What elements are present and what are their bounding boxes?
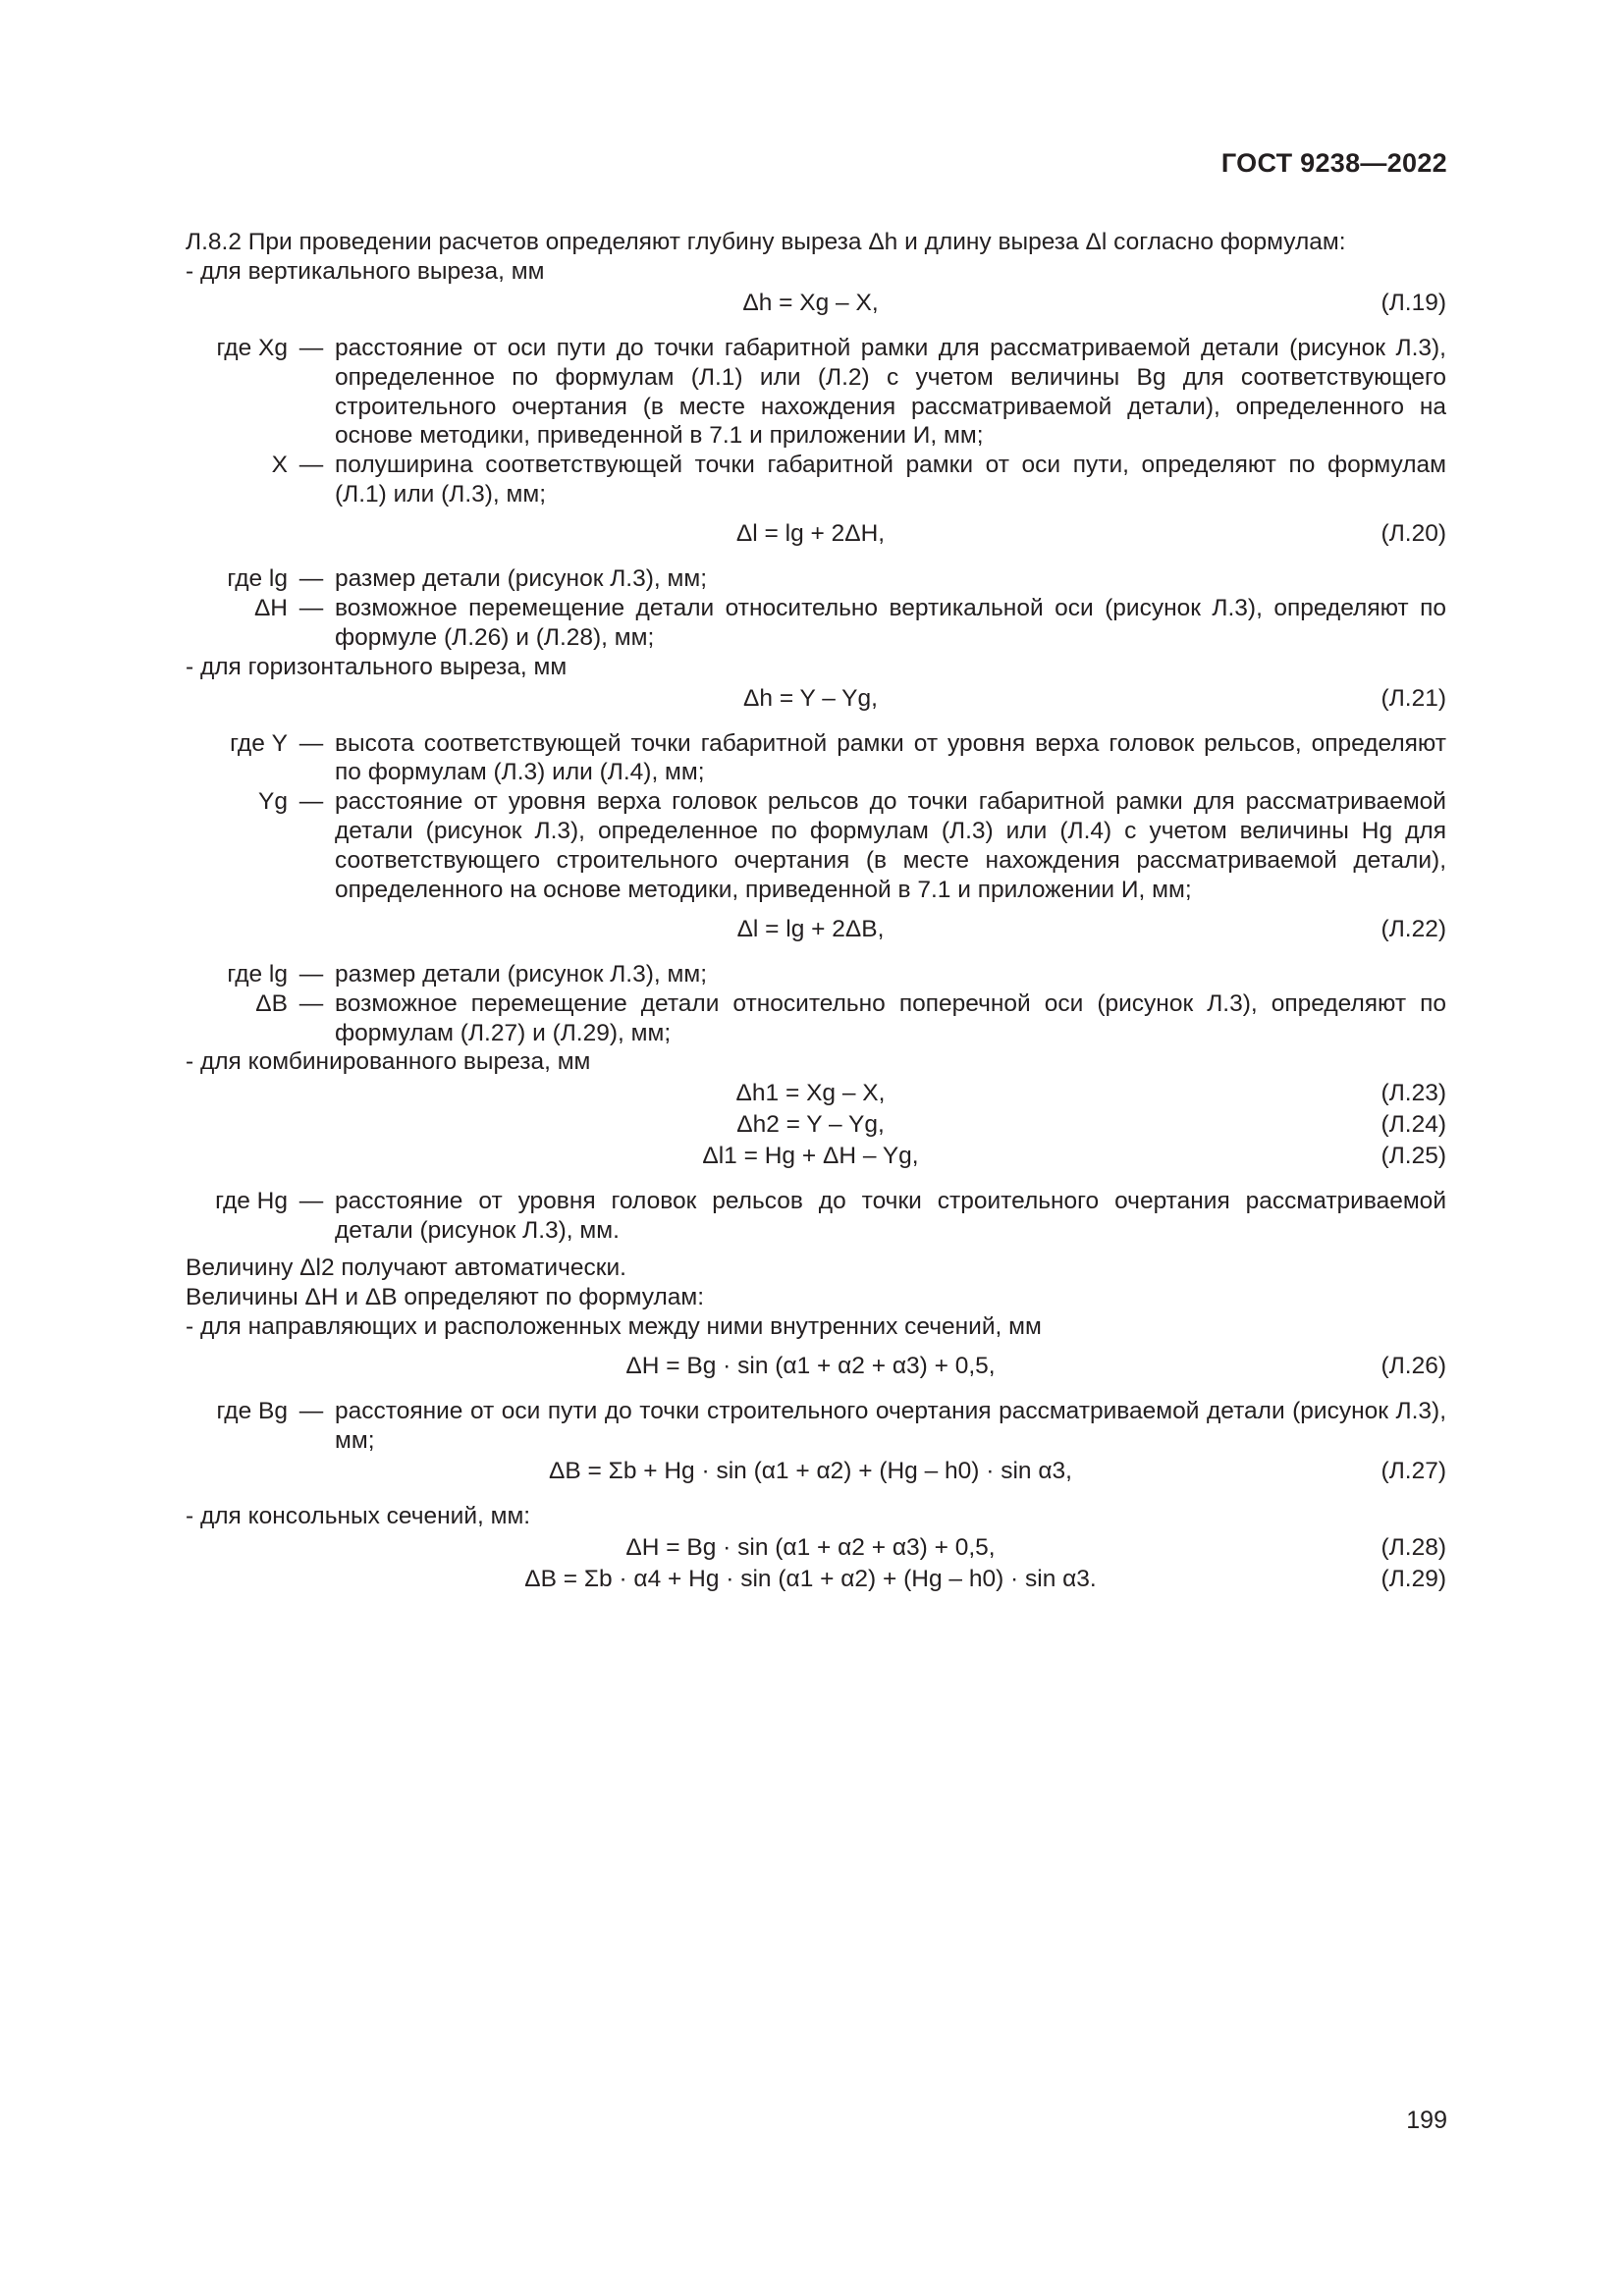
page-content (116, 228, 1446, 1596)
definition-xg: где Xg — расстояние от оси пути до точки габаритной рамки для рассматриваемой детали (рисунок Л.3), определенное по формулам (Л.1) или (Л.2) с учетом величины Bg для соответствующего строительного очертания (в месте нахождения рассматриваемой детали), определенного на основе методики, приведенной в 7.1 и приложении И, мм; (116, 334, 1446, 452)
definition-yg: Yg — расстояние от уровня верха головок рельсов до точки габаритной рамки для рассматриваемой детали (рисунок Л.3), определенное по формулам (Л.3) или (Л.4) с учетом величины Hg для соответствующего строительного очертания (в месте нахождения рассматриваемой детали), определенного на основе методики, приведенной в 7.1 и приложении И, мм; (116, 787, 1446, 905)
definition-delta-b: ΔB — возможное перемещение детали относительно поперечной оси (рисунок Л.3), определяют по формулам (Л.27) и (Л.29), мм; (116, 989, 1446, 1048)
formula-number: (Л.22) (1380, 915, 1446, 942)
definition-text: возможное перемещение детали относительно поперечной оси (рисунок Л.3), определяют по формулам (Л.27) и (Л.29), мм; (335, 989, 1446, 1046)
formula-expression: Δh2 = Y – Yg, (736, 1111, 885, 1139)
page-number: 199 (1406, 2107, 1447, 2134)
definition-term: X (271, 452, 288, 479)
definition-term: где Bg (216, 1397, 288, 1424)
definition-text: расстояние от уровня верха головок рельсов до точки габаритной рамки для рассматриваемой детали (рисунок Л.3), определенное по формулам (Л.3) или (Л.4) с учетом величины Hg для соответствующего строительного очертания (в месте нахождения рассматриваемой детали), определенного на основе методики, приведенной в 7.1 и приложении И, мм; (335, 788, 1446, 903)
formula-number: (Л.23) (1380, 1080, 1446, 1107)
formula-number: (Л.20) (1380, 520, 1446, 547)
definition-text: полуширина соответствующей точки габаритной рамки от оси пути, определяют по формулам (Л.1) или (Л.3), мм; (335, 452, 1446, 508)
definition-text: расстояние от оси пути до точки габаритной рамки для рассматриваемой детали (рисунок Л.3), определенное по формулам (Л.1) или (Л.2) с учетом величины Bg для соответствующего строительного очертания (в месте нахождения рассматриваемой детали), определенного на основе методики, приведенной в 7.1 и приложении И, мм; (335, 334, 1446, 450)
vertical-cut-label: - для вертикального выреза, мм (186, 257, 545, 285)
guide-sections-label: - для направляющих и расположенных между ними внутренних сечений, мм (186, 1312, 1042, 1340)
definition-text: расстояние от оси пути до точки строительного очертания рассматриваемой детали (рисунок Л.3), мм; (335, 1397, 1446, 1454)
note-delta-l2: Величину Δl2 получают автоматически. (186, 1255, 626, 1281)
formula-expression: Δh1 = Xg – X, (735, 1080, 886, 1107)
definition-text: размер детали (рисунок Л.3), мм; (335, 960, 708, 988)
formula-l26 (116, 1352, 1446, 1381)
formula-number: (Л.25) (1380, 1143, 1446, 1170)
formula-expression: ΔH = Bg · sin (α1 + α2 + α3) + 0,5, (625, 1534, 996, 1562)
definition-term: где lg (227, 565, 288, 592)
definition-term: где lg (227, 960, 288, 988)
formula-l29 (116, 1565, 1446, 1594)
standard-header: ГОСТ 9238—2022 (1220, 148, 1447, 178)
definition-term: где Y (230, 729, 288, 757)
formula-number: (Л.24) (1380, 1111, 1446, 1139)
definition-bg: где Bg — расстояние от оси пути до точки строительного очертания рассматриваемой детали (рисунок Л.3), мм; (116, 1397, 1446, 1456)
formula-number: (Л.26) (1380, 1352, 1446, 1379)
definition-term: ΔH (253, 594, 288, 621)
formula-expression: Δh = Y – Yg, (743, 684, 878, 712)
formula-expression: Δl = lg + 2ΔB, (736, 915, 885, 942)
horizontal-cut-label: - для горизонтального выреза, мм (186, 653, 568, 680)
definition-term: где Xg (216, 334, 288, 361)
definition-text: возможное перемещение детали относительно вертикальной оси (рисунок Л.3), определяют по формуле (Л.26) и (Л.28), мм; (335, 594, 1446, 651)
formula-l23 (116, 1079, 1446, 1108)
definition-text: высота соответствующей точки габаритной рамки от уровня верха головок рельсов, определяют по формулам (Л.3) или (Л.4), мм; (335, 729, 1446, 786)
formula-l24 (116, 1110, 1446, 1140)
formula-number: (Л.19) (1380, 289, 1446, 316)
definition-term: ΔB (255, 989, 288, 1017)
definition-y: где Y — высота соответствующей точки габаритной рамки от уровня верха головок рельсов, определяют по формулам (Л.3) или (Л.4), мм; (116, 729, 1446, 788)
formula-expression: ΔH = Bg · sin (α1 + α2 + α3) + 0,5, (625, 1352, 996, 1379)
formula-expression: ΔB = Σb + Hg · sin (α1 + α2) + (Hg – h0) · sin α3, (549, 1458, 1072, 1485)
note-delta-h-b: Величины ΔH и ΔB определяют по формулам: (186, 1283, 705, 1310)
formula-number: (Л.29) (1380, 1566, 1446, 1593)
formula-l27 (116, 1457, 1446, 1486)
formula-expression: Δl = lg + 2ΔH, (735, 520, 886, 547)
formula-l28 (116, 1533, 1446, 1563)
formula-l20 (116, 519, 1446, 549)
definition-text: размер детали (рисунок Л.3), мм; (335, 565, 708, 592)
combined-cut-label: - для комбинированного выреза, мм (186, 1048, 591, 1076)
formula-expression: Δh = Xg – X, (742, 289, 879, 316)
formula-l19 (116, 289, 1446, 318)
formula-l25 (116, 1142, 1446, 1171)
formula-l21 (116, 684, 1446, 714)
formula-l22 (116, 915, 1446, 944)
formula-expression: Δl1 = Hg + ΔH – Yg, (702, 1143, 919, 1170)
definition-term: где Hg (215, 1188, 288, 1215)
definition-hg: где Hg — расстояние от уровня головок рельсов до точки строительного очертания рассматриваемой детали (рисунок Л.3), мм. (116, 1187, 1446, 1246)
formula-number: (Л.27) (1380, 1458, 1446, 1485)
formula-number: (Л.28) (1380, 1534, 1446, 1562)
definition-term: Yg (258, 788, 288, 816)
intro-text: Л.8.2 При проведении расчетов определяют глубину выреза Δh и длину выреза Δl согласно формулам: (186, 229, 1346, 255)
formula-expression: ΔB = Σb · α4 + Hg · sin (α1 + α2) + (Hg – h0) · sin α3. (524, 1566, 1097, 1593)
definition-lg: где lg — размер детали (рисунок Л.3), мм; (116, 960, 1446, 989)
console-sections-label: - для консольных сечений, мм: (186, 1503, 531, 1530)
intro-paragraph (116, 228, 1446, 257)
definition-delta-h: ΔH — возможное перемещение детали относительно вертикальной оси (рисунок Л.3), определяют по формуле (Л.26) и (Л.28), мм; (116, 594, 1446, 653)
definition-text: расстояние от уровня головок рельсов до точки строительного очертания рассматриваемой детали (рисунок Л.3), мм. (335, 1188, 1446, 1245)
definition-lg: где lg — размер детали (рисунок Л.3), мм; (116, 564, 1446, 594)
definition-x: X — полуширина соответствующей точки габаритной рамки от оси пути, определяют по формулам (Л.1) или (Л.3), мм; (116, 451, 1446, 509)
formula-number: (Л.21) (1380, 684, 1446, 712)
